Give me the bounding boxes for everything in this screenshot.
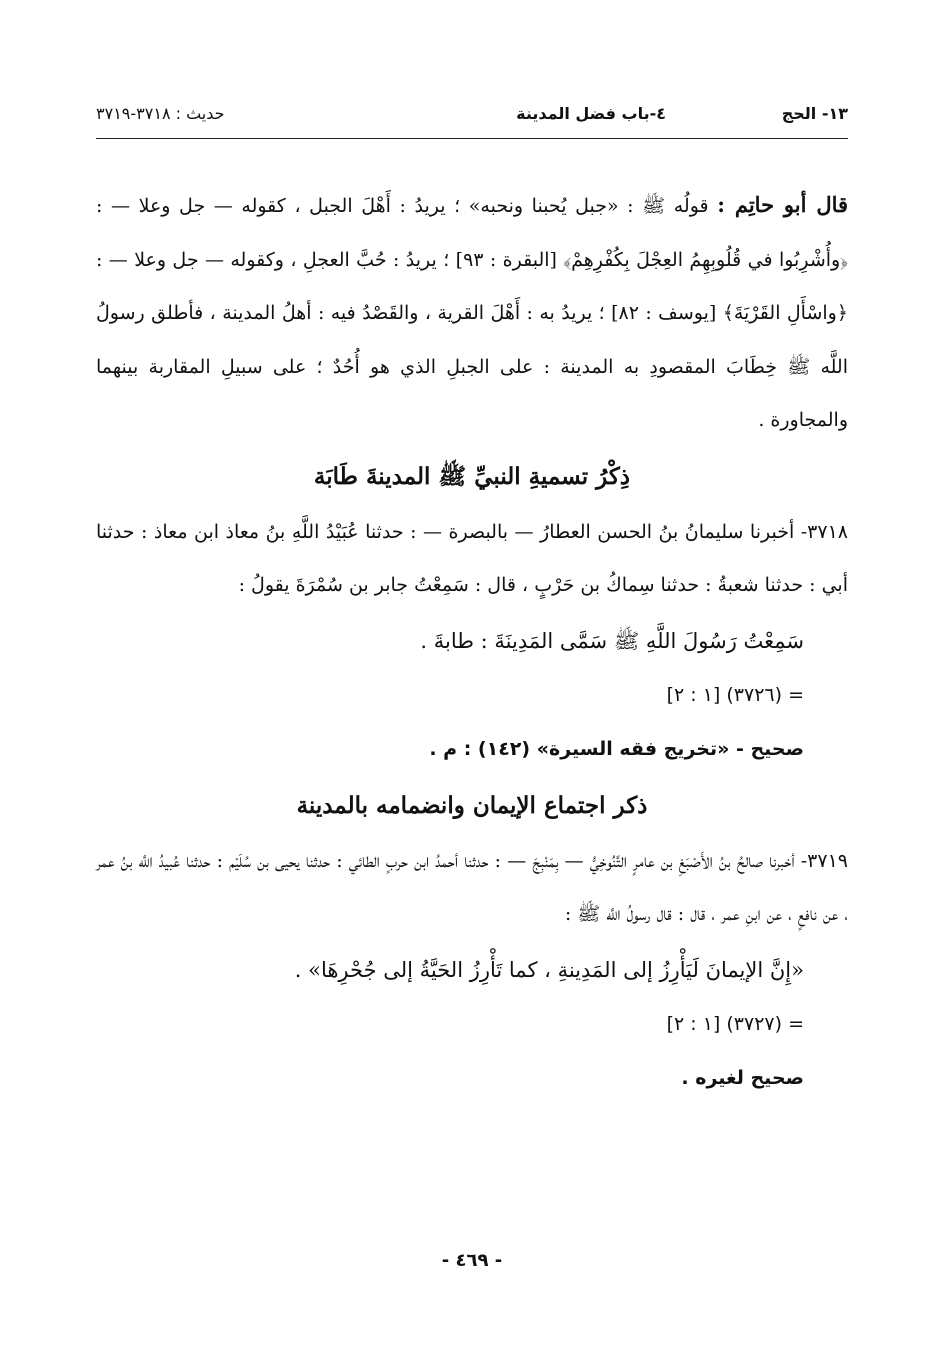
commentary-text: قولُه ﷺ : «جبل يُحبنا ونحبه» ؛ يريدُ : أَهْلَ الجبل ، كقوله — جل وعلا — : ﴿وأُشْرِبُوا في قُلُوبِهِمُ العِجْلَ بِكُفْرِهِمْ﴾ [البقرة : ٩٣] ؛ يريدُ : حُبَّ العجلِ ، وكقوله — جل وعلا — : ﴿واسْأَلِ القَرْيَةَ﴾ [يوسف : ٨٢] ؛ يريدُ به : أَهْلَ القرية ، والقَصْدُ فيه : أهلُ المدينة ، فأطلق رسولُ اللَّه ﷺ خِطَابَ المقصودِ به المدينة : على الجبلِ الذي هو أُحُدٌ ؛ على سبيلِ المقاربة بينهما والمجاورة . [96,195,849,431]
header-rule [96,138,848,139]
page-number: - ٤٦٩ - [441,1250,503,1271]
hadith-2-text: «إِنَّ الإيمانَ لَيَأْرِزُ إلى المَدِينةِ ، كما تَأْرِزُ الحَيَّةُ إلى جُحْرِهَا» . [294,957,804,982]
hadith-2-isnad: ٣٧١٩- أخبرنا صالحُ بنُ الأَصْبَغِ بن عامرٍ التَّنُوخِيُّ — بِمَنْبِجَ — : حدثنا أحمدُ ابن حربٍ الطائي : حدثنا يحيى بن سُلَيْم : حدثنا عُبيدُ اللَّه بنُ عمر ، عن نافعٍ ، عن ابنِ عمر ، قال : قال رسولُ اللَّه ﷺ : [96,849,848,925]
hadith-1-text: سَمِعْتُ رَسُولَ اللَّهِ ﷺ سَمَّى المَدِينَةَ : طابةَ . [420,628,804,653]
header-book-title: ١٣- الحج [781,104,848,123]
hadith-1-isnad: ٣٧١٨- أخبرنا سليمانُ بنُ الحسن العطارُ — بالبصرة — : حدثنا عُبَيْدُ اللَّهِ بنُ معاذ ابن معاذ : حدثنا أبي : حدثنا شعبةُ : حدثنا سِماكُ بن حَرْبٍ ، قال : سَمِعْتُ جابر بن سُمْرَةَ يقولُ : [96,520,848,596]
hadith-1-reference: = (٣٧٢٦) [١ : ٢] [666,683,804,706]
header-chapter-title: ٤-باب فضل المدينة [516,104,666,123]
running-header [96,98,848,132]
hadith-2-reference: = (٣٧٢٧) [١ : ٢] [666,1012,804,1035]
header-hadith-range: حديث : ٣٧١٨-٣٧١٩ [96,104,225,123]
section-heading-2: ذكر اجتماع الإيمان وانضمامه بالمدينة [296,791,648,819]
commentary-lead: قال أبو حاتِم : [717,192,849,217]
commentary-paragraph [96,178,848,448]
section-heading-1: ذِكْرُ تسميةِ النبيِّ ﷺ المدينةَ طَابَة [313,462,631,490]
hadith-2-grade: صحيح لغيره . [681,1066,804,1089]
hadith-1-grade: صحيح - «تخريج فقه السيرة» (١٤٢) : م . [429,737,804,760]
page-body [96,178,848,1106]
